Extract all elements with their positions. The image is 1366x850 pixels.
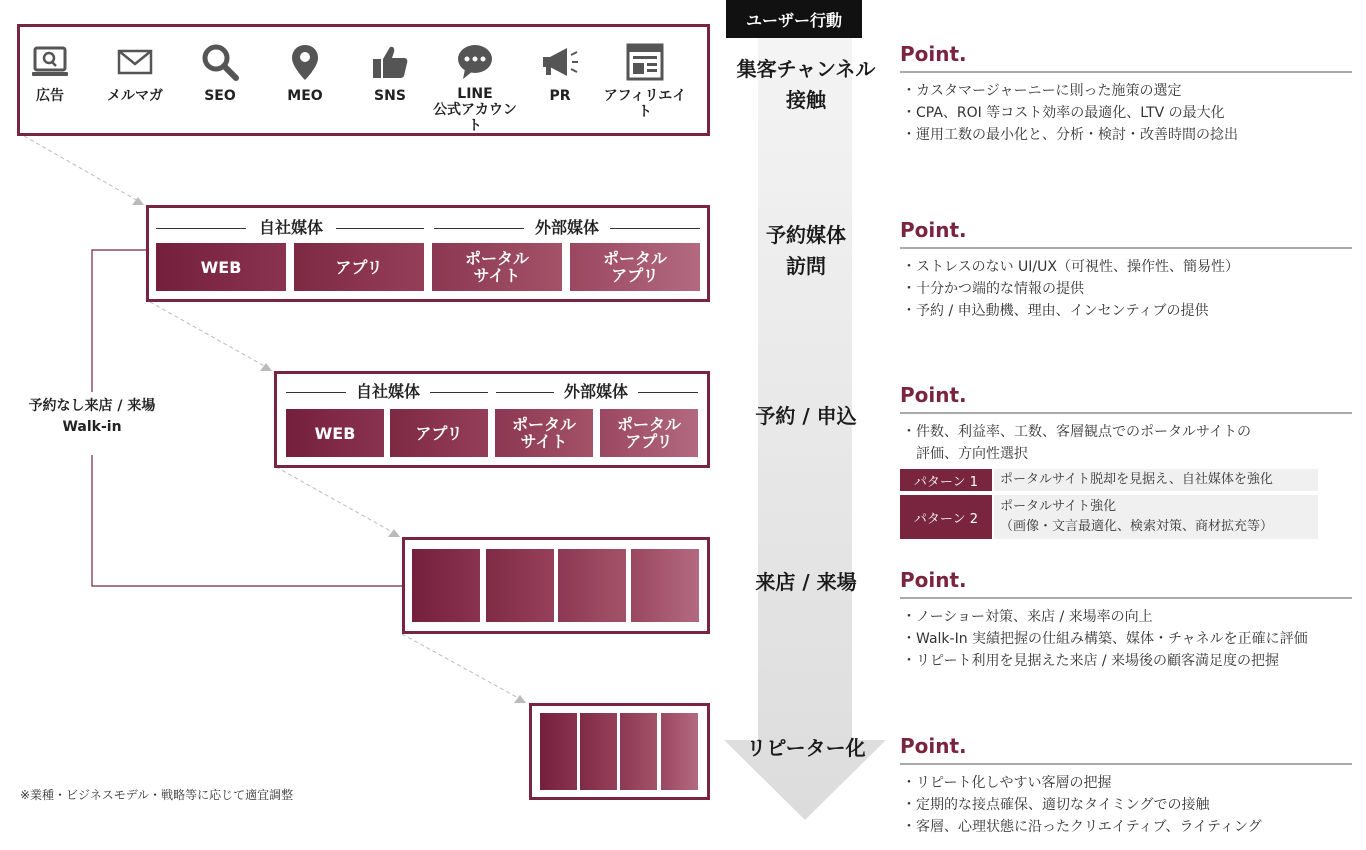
category-rule	[336, 228, 424, 229]
point-title: Point.	[900, 383, 967, 407]
point-item: ・運用工数の最小化と、分析・検討・改善時間の捻出	[902, 127, 1238, 143]
point-item: ・客層、心理状態に沿ったクリエイティブ、ライティング	[902, 819, 1262, 835]
pattern-2-tag: パターン 2	[900, 495, 992, 539]
stage-name-reservation: 予約 / 申込	[755, 404, 857, 428]
channel-line	[433, 42, 517, 134]
media-tile-app: アプリ	[294, 243, 424, 291]
channel-label: 広告	[36, 88, 64, 104]
footnote: ※業種・ビジネスモデル・戦略等に応じて適宜調整	[20, 788, 294, 802]
media-tile-portal-site: ポータル サイト	[495, 409, 593, 457]
point-item: ・件数、利益率、工数、客層観点でのポータルサイトの 評価、方向性選択	[902, 424, 1252, 462]
point-item: ・予約 / 申込動機、理由、インセンティブの提供	[902, 303, 1209, 319]
point-item: ・リピート利用を見据えた来店 / 来場後の顧客満足度の把握	[902, 653, 1280, 669]
stage-name-contact: 集客チャンネル 接触	[736, 57, 876, 112]
channel-ad	[8, 42, 92, 104]
channel-seo	[178, 42, 262, 104]
media-tile-app: アプリ	[390, 409, 488, 457]
category-rule	[434, 228, 524, 229]
speech-bubble-icon	[455, 42, 495, 82]
webpage-icon	[625, 42, 665, 82]
point-title: Point.	[900, 568, 967, 592]
category-rule	[286, 392, 346, 393]
pattern-2-text: ポータルサイト強化 （画像・文言最適化、検索対策、商材拡充等）	[994, 495, 1318, 539]
visit-block	[558, 549, 626, 622]
media-tile-portal-site: ポータル サイト	[432, 243, 562, 291]
point-item: ・カスタマージャーニーに則った施策の選定	[902, 83, 1182, 99]
media-tile-web: WEB	[286, 409, 384, 457]
repeater-block	[661, 713, 698, 790]
media-tile-portal-app: ポータル アプリ	[570, 243, 700, 291]
user-action-header: ユーザー行動	[726, 0, 862, 38]
point-rule	[900, 597, 1352, 599]
channel-label: PR	[549, 88, 571, 104]
channel-label: SEO	[204, 88, 236, 104]
point-rule	[900, 71, 1352, 73]
visit-block	[486, 549, 554, 622]
point-rule	[900, 412, 1352, 414]
point-item: ・リピート化しやすい客層の把握	[902, 775, 1112, 791]
point-rule	[900, 247, 1352, 249]
pattern-1-tag: パターン 1	[900, 469, 992, 491]
point-item: ・ストレスのない UI/UX（可視性、操作性、簡易性）	[902, 259, 1239, 275]
external-media-label: 外部媒体	[563, 382, 628, 401]
channel-affiliate	[603, 42, 687, 120]
point-item: ・十分かつ端的な情報の提供	[902, 281, 1084, 297]
category-rule	[610, 228, 700, 229]
channel-label: メルマガ	[107, 88, 163, 104]
channel-meo	[263, 42, 347, 104]
point-title: Point.	[900, 734, 967, 758]
repeater-block	[580, 713, 617, 790]
owned-media-label: 自社媒体	[258, 218, 323, 237]
point-list-contact	[902, 80, 1238, 146]
repeater-block	[540, 713, 577, 790]
category-rule	[638, 392, 698, 393]
point-item: ・ノーショー対策、来店 / 来場率の向上	[902, 609, 1153, 625]
category-rule	[156, 228, 246, 229]
channel-label: SNS	[374, 88, 406, 104]
walk-in-label: 予約なし来店 / 来場 Walk-in	[28, 398, 156, 435]
category-rule	[496, 392, 554, 393]
visit-block	[412, 549, 480, 622]
point-item: ・CPA、ROI 等コスト効率の最適化、LTV の最大化	[902, 105, 1225, 121]
channel-label: アフィリエイト	[603, 88, 687, 120]
pattern-1-text: ポータルサイト脱却を見据え、自社媒体を強化	[994, 469, 1318, 491]
media-tile-web: WEB	[156, 243, 286, 291]
visit-block	[631, 549, 699, 622]
media-tile-portal-app: ポータル アプリ	[600, 409, 698, 457]
category-rule	[430, 392, 488, 393]
stage-name-visit-media: 予約媒体 訪問	[766, 223, 846, 278]
point-list-repeater	[902, 772, 1262, 838]
megaphone-icon	[540, 42, 580, 82]
point-list-visit-media	[902, 256, 1239, 322]
point-list-reservation	[902, 421, 1251, 465]
channel-pr	[518, 42, 602, 104]
point-item: ・定期的な接点確保、適切なタイミングでの接触	[902, 797, 1210, 813]
point-item: ・Walk-In 実績把握の仕組み構築、媒体・チャネルを正確に評価	[902, 631, 1308, 647]
channel-label: LINE 公式アカウント	[433, 86, 517, 134]
channel-mail-magazine	[93, 42, 177, 104]
monitor-search-icon	[30, 42, 70, 82]
stage-name-repeater: リピーター化	[746, 736, 866, 760]
owned-media-label: 自社媒体	[355, 382, 420, 401]
point-rule	[900, 763, 1352, 765]
point-title: Point.	[900, 42, 967, 66]
point-list-store-visit	[902, 606, 1308, 672]
magnifier-icon	[200, 42, 240, 82]
external-media-label: 外部媒体	[534, 218, 599, 237]
stage-name-store-visit: 来店 / 来場	[755, 570, 857, 594]
channel-label: MEO	[287, 88, 323, 104]
channel-sns	[348, 42, 432, 104]
repeater-block	[620, 713, 657, 790]
point-title: Point.	[900, 218, 967, 242]
map-pin-icon	[285, 42, 325, 82]
thumbs-up-icon	[370, 42, 410, 82]
envelope-icon	[115, 42, 155, 82]
